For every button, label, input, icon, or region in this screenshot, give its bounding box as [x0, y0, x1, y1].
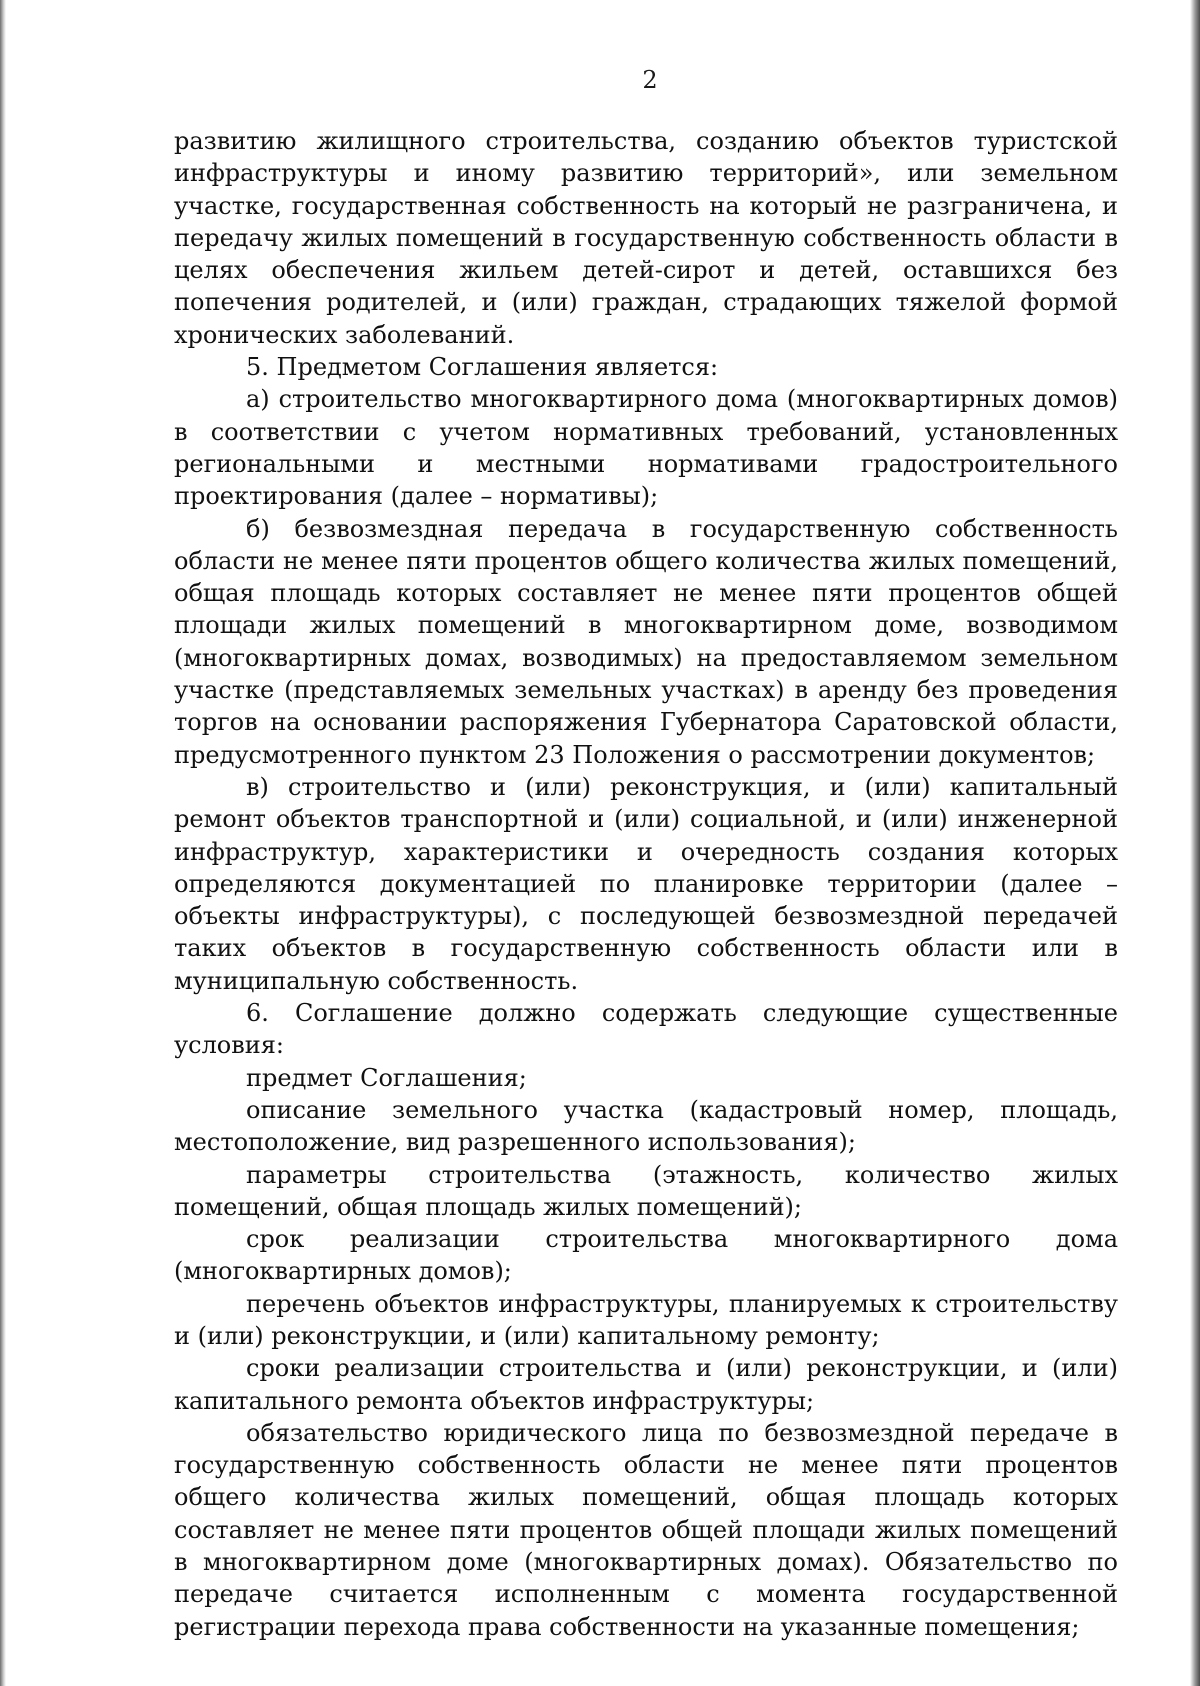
condition-subject: предмет Соглашения;: [246, 1063, 527, 1092]
paragraph-continuation: развитию жилищного строительства, созданию объектов туристской инфраструктуры и иному развитию территорий», или земельном участке, государственная собственность на который не разграничена, и передачу жилых помещений в государственную собственность области в целях обеспечения жильем детей-сирот и детей, оставшихся без попечения родителей, и (или) граждан, страдающих тяжелой формой хронических заболеваний.: [174, 127, 1118, 349]
paragraph-item-a: а) строительство многоквартирного дома (многоквартирных домов) в соответствии с учетом нормативных требований, установленных региональными и местными нормативами градостроительного проектирования (далее – нормативы);: [174, 385, 1118, 511]
document-body: [174, 125, 1118, 1643]
condition-construction-parameters: параметры строительства (этажность, количество жилых помещений, общая площадь жилых помещений);: [174, 1160, 1118, 1221]
condition-infrastructure-terms: сроки реализации строительства и (или) реконструкции, и (или) капитального ремонта объектов инфраструктуры;: [174, 1354, 1118, 1415]
condition-infrastructure-list: перечень объектов инфраструктуры, планируемых к строительству и (или) реконструкции, и (или) капитальному ремонту;: [174, 1289, 1118, 1350]
scan-edge-left: [0, 0, 6, 1686]
condition-land-description: описание земельного участка (кадастровый номер, площадь, местоположение, вид разрешенного использования);: [174, 1095, 1118, 1157]
paragraph-item-b: б) безвозмездная передача в государственную собственность области не менее пяти процентов общего количества жилых помещений, общая площадь которых составляет не менее пяти процентов общей площади жилых помещений в многоквартирном доме, возводимом (многоквартирных домах, возводимых) на предоставляемом земельном участке (представляемых земельных участках) в аренду без проведения торгов на основании распоряжения Губернатора Саратовской области, предусмотренного пунктом 23 Положения о рассмотрении документов;: [174, 514, 1118, 769]
page-number: 2: [642, 66, 658, 94]
condition-transfer-obligation: обязательство юридического лица по безвозмездной передаче в государственную собственность области не менее пяти процентов общего количества жилых помещений, общая площадь которых составляет не менее пяти процентов общей площади жилых помещений в многоквартирном доме (многоквартирных домах). Обязательство по передаче считается исполненным с момента государственной регистрации перехода права собственности на указанные помещения;: [174, 1418, 1118, 1641]
scan-edge-right: [1190, 0, 1200, 1686]
paragraph-section-5: 5. Предметом Соглашения является:: [246, 353, 719, 382]
paragraph-section-6: 6. Соглашение должно содержать следующие существенные условия:: [174, 999, 1118, 1060]
condition-construction-term: срок реализации строительства многоквартирного дома (многоквартирных домов);: [174, 1225, 1118, 1286]
paragraph-item-v: в) строительство и (или) реконструкция, и (или) капитальный ремонт объектов транспортной и (или) социальной, и (или) инженерной инфраструктур, характеристики и очередность создания которых определяются документацией по планировке территории (далее – объекты инфраструктуры), с последующей безвозмездной передачей таких объектов в государственную собственность области или в муниципальную собственность.: [174, 772, 1118, 995]
